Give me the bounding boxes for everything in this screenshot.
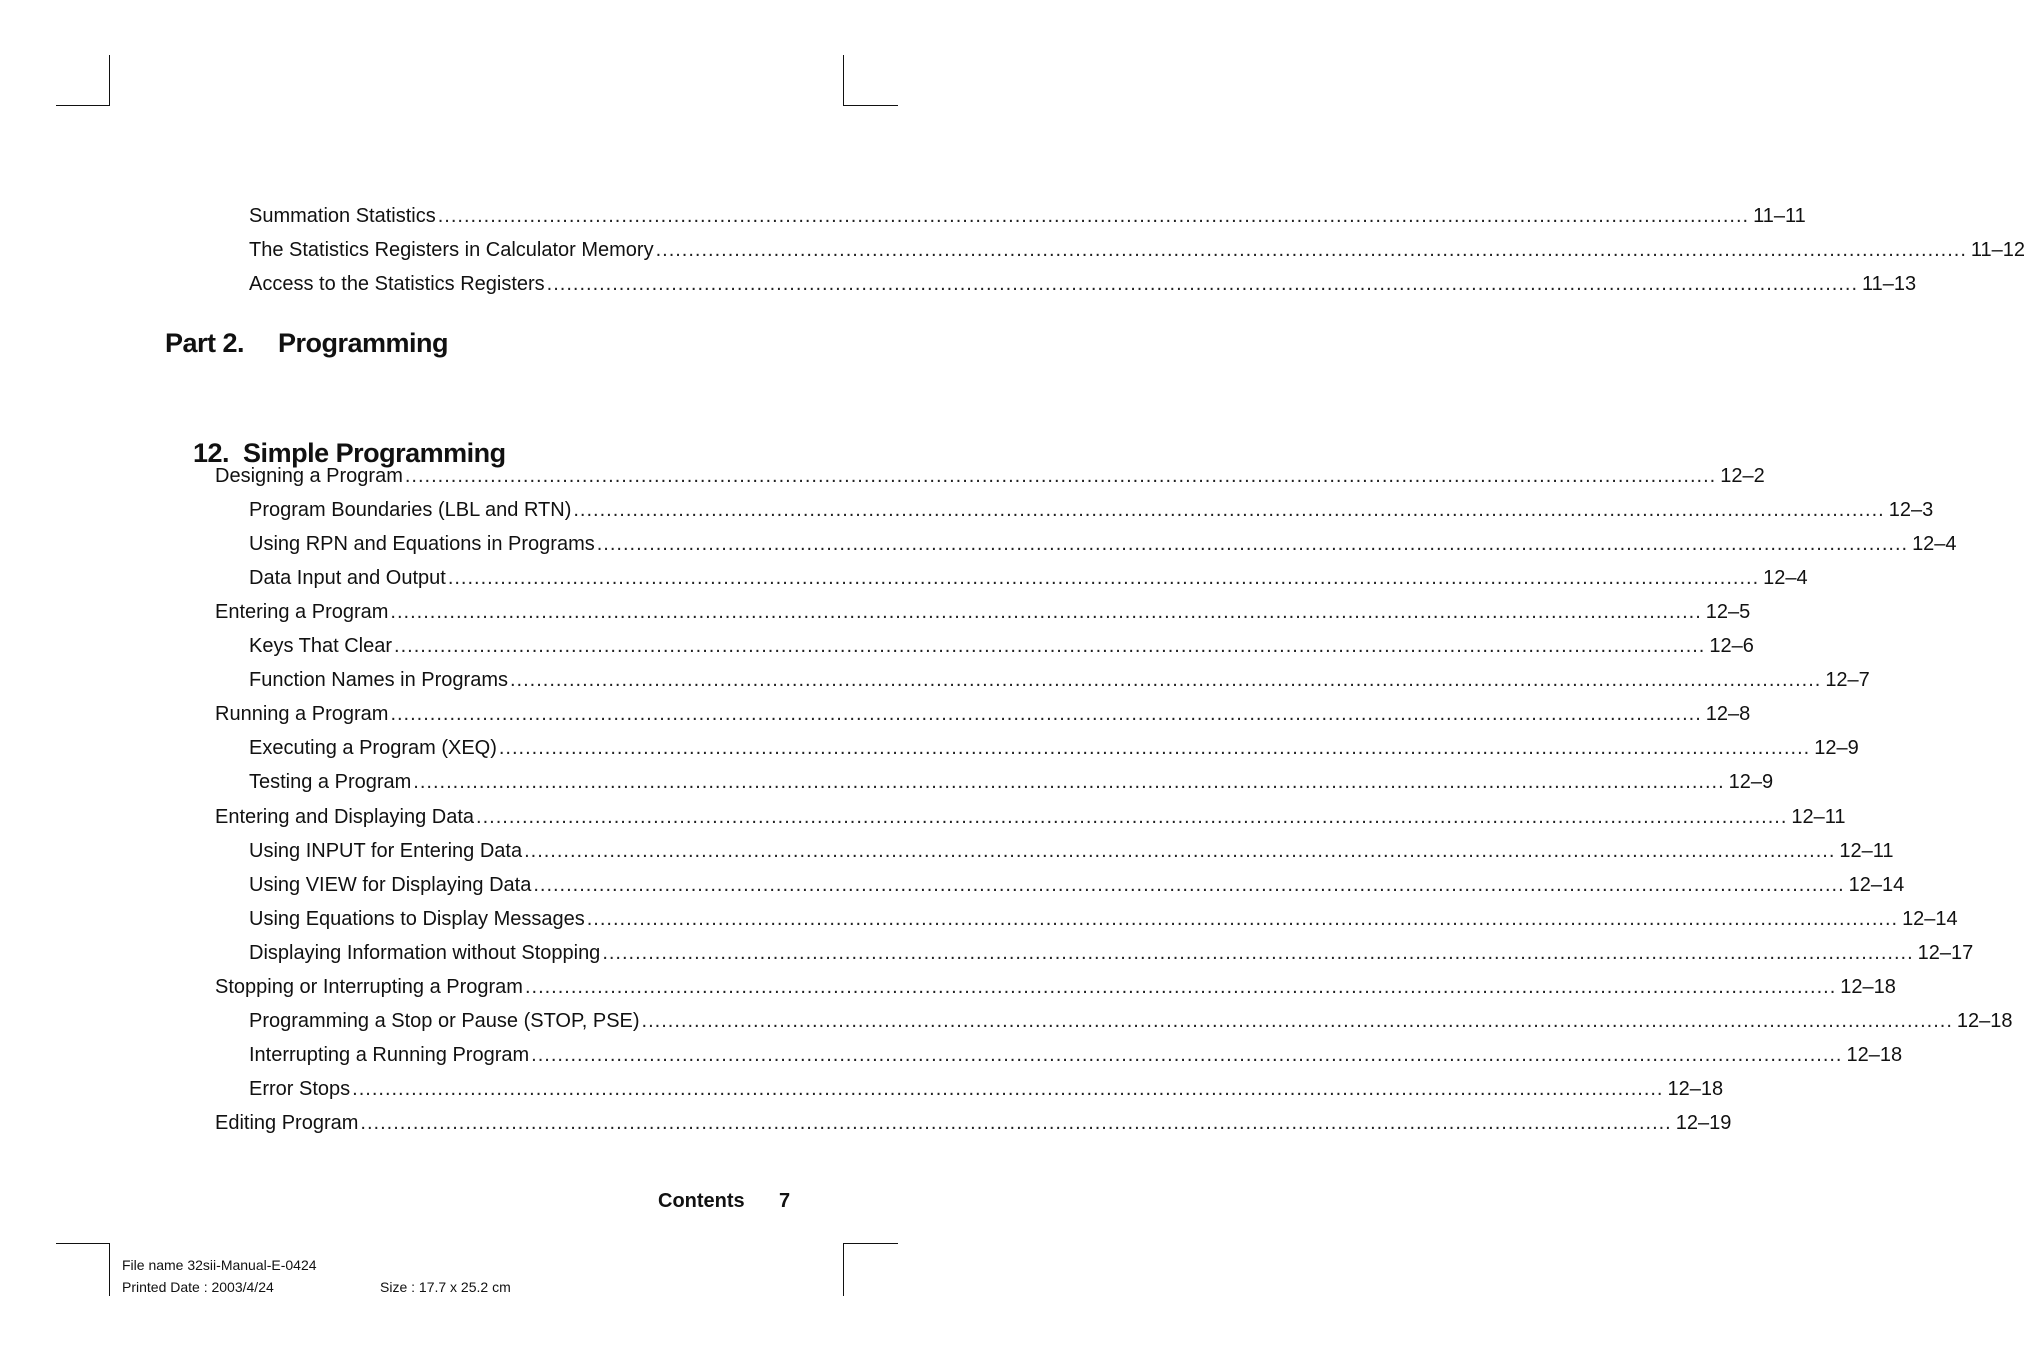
chapter-title: 12. Simple Programming: [193, 438, 506, 468]
toc-section-entry: [215, 461, 1765, 491]
toc-entry-title: Editing Program: [215, 1112, 359, 1134]
toc-subsection-entry: [249, 563, 1808, 593]
toc-entry-page: 12–18: [1840, 976, 1896, 998]
dot-leader: ........................................................................................................................................................................................................: [390, 601, 1702, 623]
toc-entry-page: 12–17: [1917, 942, 1974, 964]
toc-entry-title: Displaying Information without Stopping: [249, 942, 601, 964]
toc-entry-page: 12–18: [1846, 1044, 1903, 1066]
toc-entry-title: Executing a Program (XEQ): [249, 737, 497, 759]
footer-section-label: Contents: [658, 1190, 745, 1212]
toc-subsection-entry: [249, 495, 1934, 525]
printed-date: Printed Date : 2003/4/24: [122, 1279, 274, 1295]
toc-subsection-entry: [249, 1040, 1903, 1070]
dot-leader: ........................................................................................................................................................................................................: [655, 239, 1967, 261]
toc-entry-page: 12–5: [1705, 601, 1751, 623]
toc-entry-page: 12–4: [1763, 567, 1808, 589]
dot-leader: ........................................................................................................................................................................................................: [437, 205, 1750, 227]
toc-entry-title: Designing a Program: [215, 465, 403, 487]
toc-subsection-entry: [249, 1006, 2013, 1036]
toc-entry-page: 12–18: [1667, 1078, 1724, 1100]
part-title: [278, 328, 448, 359]
toc-entry-page: 12–19: [1675, 1112, 1732, 1134]
dot-leader: ........................................................................................................................................................................................................: [533, 874, 1845, 896]
toc-entry-title: Testing a Program: [249, 771, 412, 793]
toc-entry-page: 11–13: [1862, 273, 1917, 295]
part-number: Part 2.: [165, 328, 245, 358]
dot-leader: ........................................................................................................................................................................................................: [476, 806, 1788, 828]
toc-subsection-entry: [249, 529, 1957, 559]
toc-section-entry: [215, 1108, 1732, 1138]
toc-entry-title: Stopping or Interrupting a Program: [215, 976, 523, 998]
dot-leader: ........................................................................................................................................................................................................: [498, 737, 1811, 759]
toc-entry-title: The Statistics Registers in Calculator Memory: [249, 239, 654, 261]
dot-leader: ........................................................................................................................................................................................................: [573, 499, 1885, 521]
toc-entry-page: 12–18: [1956, 1010, 2013, 1032]
toc-entry-title: Function Names in Programs: [249, 669, 508, 691]
dot-leader: ........................................................................................................................................................................................................: [641, 1010, 1953, 1032]
toc-subsection-entry: [249, 904, 1958, 934]
crop-mark-bottom-right-horizontal: [843, 1243, 898, 1244]
toc-entry-page: 12–4: [1912, 533, 1957, 555]
crop-mark-top-left-horizontal: [56, 105, 110, 106]
toc-entry-title: Access to the Statistics Registers: [249, 273, 545, 295]
dot-leader: ........................................................................................................................................................................................................: [360, 1112, 1672, 1134]
toc-entry-page: 12–11: [1839, 840, 1894, 862]
crop-mark-bottom-right-vertical: [843, 1243, 844, 1296]
toc-entry-page: 11–11: [1753, 205, 1806, 227]
dot-leader: ........................................................................................................................................................................................................: [586, 908, 1899, 930]
toc-entry-title: Entering and Displaying Data: [215, 806, 475, 828]
crop-mark-top-left-vertical: [109, 55, 110, 106]
toc-entry-page: 12–3: [1888, 499, 1934, 521]
toc-entry-page: 12–9: [1728, 771, 1774, 793]
toc-entry-page: 12–8: [1705, 703, 1751, 725]
crop-mark-bottom-left-vertical: [109, 1243, 110, 1296]
toc-entry-title: Using VIEW for Displaying Data: [249, 874, 532, 896]
toc-entry-title: Using RPN and Equations in Programs: [249, 533, 595, 555]
toc-entry-title: Data Input and Output: [249, 567, 446, 589]
dot-leader: ........................................................................................................................................................................................................: [509, 669, 1822, 691]
toc-entry: [249, 235, 2025, 265]
toc-entry-page: 11–12: [1970, 239, 2025, 261]
dot-leader: ........................................................................................................................................................................................................: [404, 465, 1717, 487]
dot-leader: ........................................................................................................................................................................................................: [447, 567, 1760, 589]
toc-subsection-entry: [249, 665, 1870, 695]
toc-section-entry: [215, 699, 1751, 729]
toc-subsection-entry: [249, 767, 1774, 797]
toc-subsection-entry: [249, 938, 1974, 968]
toc-section-entry: [215, 802, 1846, 832]
toc-entry-title: Entering a Program: [215, 601, 389, 623]
toc-entry: [249, 269, 1917, 299]
dot-leader: ........................................................................................................................................................................................................: [602, 942, 1914, 964]
toc-entry-title: Program Boundaries (LBL and RTN): [249, 499, 572, 521]
toc-entry-page: 12–9: [1814, 737, 1859, 759]
toc-entry-title: Interrupting a Running Program: [249, 1044, 530, 1066]
part-heading: [165, 328, 244, 359]
file-name: File name 32sii-Manual-E-0424: [122, 1257, 317, 1273]
page-size: Size : 17.7 x 25.2 cm: [380, 1279, 511, 1295]
crop-mark-bottom-left-horizontal: [56, 1243, 110, 1244]
dot-leader: ........................................................................................................................................................................................................: [394, 635, 1706, 657]
toc-entry-page: 12–11: [1791, 806, 1846, 828]
dot-leader: ........................................................................................................................................................................................................: [524, 840, 1836, 862]
dot-leader: ........................................................................................................................................................................................................: [413, 771, 1725, 793]
toc-entry-title: Programming a Stop or Pause (STOP, PSE): [249, 1010, 640, 1032]
toc-entry-page: 12–14: [1902, 908, 1958, 930]
toc-entry-title: Running a Program: [215, 703, 389, 725]
toc-entry-title: Using INPUT for Entering Data: [249, 840, 523, 862]
toc-subsection-entry: [249, 870, 1905, 900]
toc-entry-title: Summation Statistics: [249, 205, 436, 227]
crop-mark-top-right-vertical: [843, 55, 844, 106]
dot-leader: ........................................................................................................................................................................................................: [352, 1078, 1664, 1100]
toc-entry-title: Keys That Clear: [249, 635, 393, 657]
toc-subsection-entry: [249, 733, 1859, 763]
dot-leader: ........................................................................................................................................................................................................: [546, 273, 1858, 295]
page-number: 7: [779, 1190, 791, 1212]
dot-leader: ........................................................................................................................................................................................................: [596, 533, 1909, 555]
dot-leader: ........................................................................................................................................................................................................: [524, 976, 1837, 998]
toc-entry-page: 12–2: [1720, 465, 1765, 487]
toc-entry-page: 12–7: [1825, 669, 1870, 691]
crop-mark-top-right-horizontal: [843, 105, 898, 106]
toc-entry-title: Using Equations to Display Messages: [249, 908, 585, 930]
toc-entry-title: Error Stops: [249, 1078, 351, 1100]
toc-subsection-entry: [249, 836, 1894, 866]
toc-entry: [249, 201, 1806, 231]
toc-section-entry: [215, 597, 1751, 627]
toc-entry-page: 12–14: [1848, 874, 1905, 896]
dot-leader: ........................................................................................................................................................................................................: [531, 1044, 1843, 1066]
dot-leader: ........................................................................................................................................................................................................: [390, 703, 1702, 725]
toc-subsection-entry: [249, 631, 1754, 661]
toc-subsection-entry: [249, 1074, 1724, 1104]
toc-section-entry: [215, 972, 1896, 1002]
part-title-text: Programming: [278, 328, 449, 358]
toc-entry-page: 12–6: [1709, 635, 1754, 657]
